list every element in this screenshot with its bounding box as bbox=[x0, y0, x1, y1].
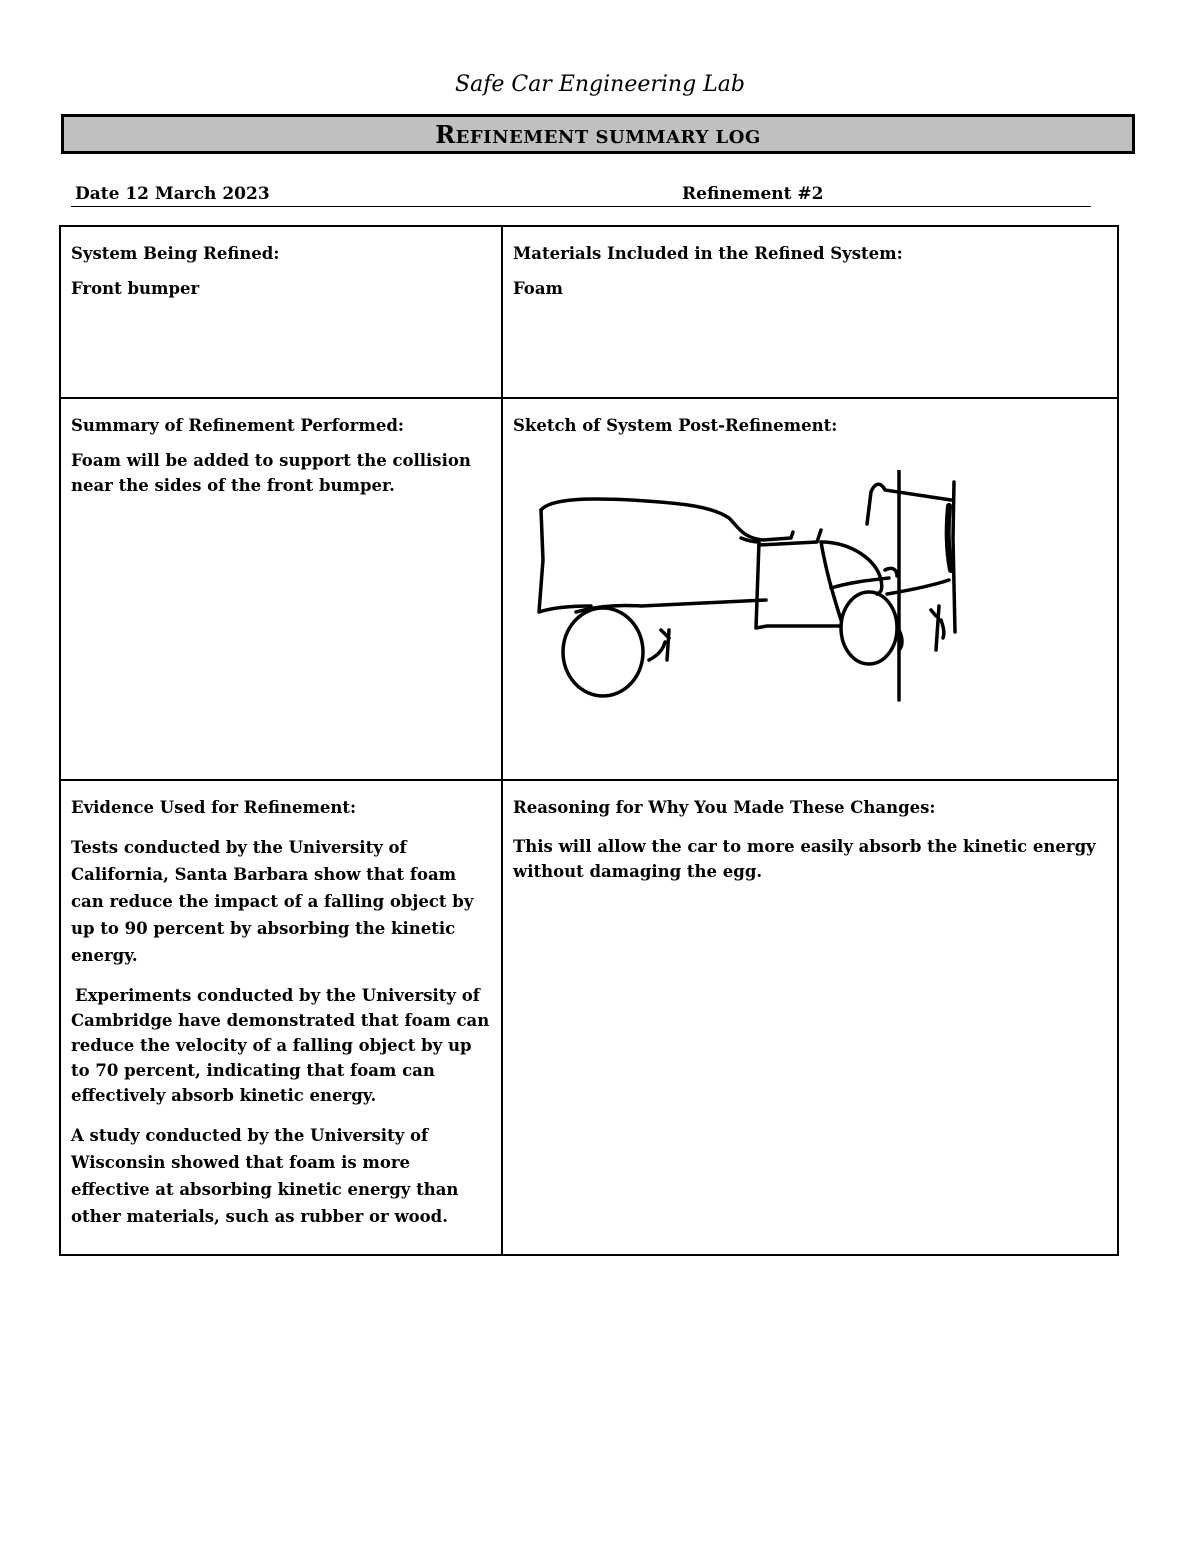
sketch-bumper-right bbox=[953, 482, 955, 632]
sketch-hood bbox=[821, 542, 841, 620]
sketch-foam-pad bbox=[948, 506, 951, 570]
summary-value: Foam will be added to support the collision near the sides of the front bumper. bbox=[71, 451, 471, 495]
summary-label: Summary of Refinement Performed: bbox=[71, 416, 404, 435]
table-row bbox=[60, 398, 1118, 780]
table-row bbox=[60, 226, 1118, 398]
reasoning-value: This will allow the car to more easily absorb the kinetic energy without damaging the egg. bbox=[513, 837, 1096, 881]
sketch-rear-arch bbox=[649, 642, 665, 660]
evidence-paragraph-3: A study conducted by the University of Wisconsin showed that foam is more effective at absorbing kinetic energy than other materials, such as rubber or wood. bbox=[71, 1126, 459, 1226]
evidence-paragraph-2: Experiments conducted by the University of Cambridge have demonstrated that foam can reduce the velocity of a falling object by up to 70 percent, indicating that foam can effectively absorb kinetic energy. bbox=[71, 986, 490, 1105]
sketch-front-wheel bbox=[841, 592, 897, 664]
evidence-cell bbox=[60, 780, 502, 1255]
table-row bbox=[60, 780, 1118, 1255]
summary-cell bbox=[60, 398, 502, 780]
evidence-label: Evidence Used for Refinement: bbox=[71, 798, 357, 817]
sketch-bumper-bottom bbox=[887, 580, 949, 594]
materials-label: Materials Included in the Refined System: bbox=[513, 244, 903, 263]
sketch-label: Sketch of System Post-Refinement: bbox=[513, 416, 838, 435]
sketch-cabin bbox=[741, 538, 841, 628]
sketch-car-body bbox=[541, 499, 793, 540]
system-being-refined-cell bbox=[60, 226, 502, 398]
sketch-bumper-top bbox=[871, 484, 951, 500]
reasoning-label: Reasoning for Why You Made These Changes: bbox=[513, 798, 936, 817]
refinement-log-table bbox=[59, 225, 1119, 1256]
refinement-number-field: Refinement #2 bbox=[682, 184, 824, 204]
sketch-body-left bbox=[539, 510, 591, 612]
sketch-front-mark bbox=[931, 606, 944, 650]
form-title-banner bbox=[61, 114, 1135, 154]
system-being-refined-value: Front bumper bbox=[71, 279, 200, 298]
date-field: Date 12 March 2023 bbox=[75, 184, 270, 204]
sketch-underbody bbox=[576, 600, 766, 612]
sketch-front-hook bbox=[885, 568, 897, 576]
car-sketch-drawing bbox=[531, 470, 971, 720]
sketch-cell bbox=[502, 398, 1118, 780]
materials-value: Foam bbox=[513, 279, 563, 298]
sketch-rear-wheel bbox=[563, 608, 643, 696]
form-title: REFINEMENT SUMMARY LOG bbox=[435, 119, 761, 149]
sketch-bumper-left bbox=[867, 492, 871, 524]
date-refinement-line bbox=[71, 184, 1091, 207]
reasoning-cell bbox=[502, 780, 1118, 1255]
evidence-paragraph-1: Tests conducted by the University of California, Santa Barbara show that foam can reduce the impact of a falling object by up to 90 percent by absorbing the kinetic energy. bbox=[71, 838, 474, 965]
materials-cell bbox=[502, 226, 1118, 398]
lab-title: Safe Car Engineering Lab bbox=[455, 72, 745, 97]
system-being-refined-label: System Being Refined: bbox=[71, 244, 280, 263]
